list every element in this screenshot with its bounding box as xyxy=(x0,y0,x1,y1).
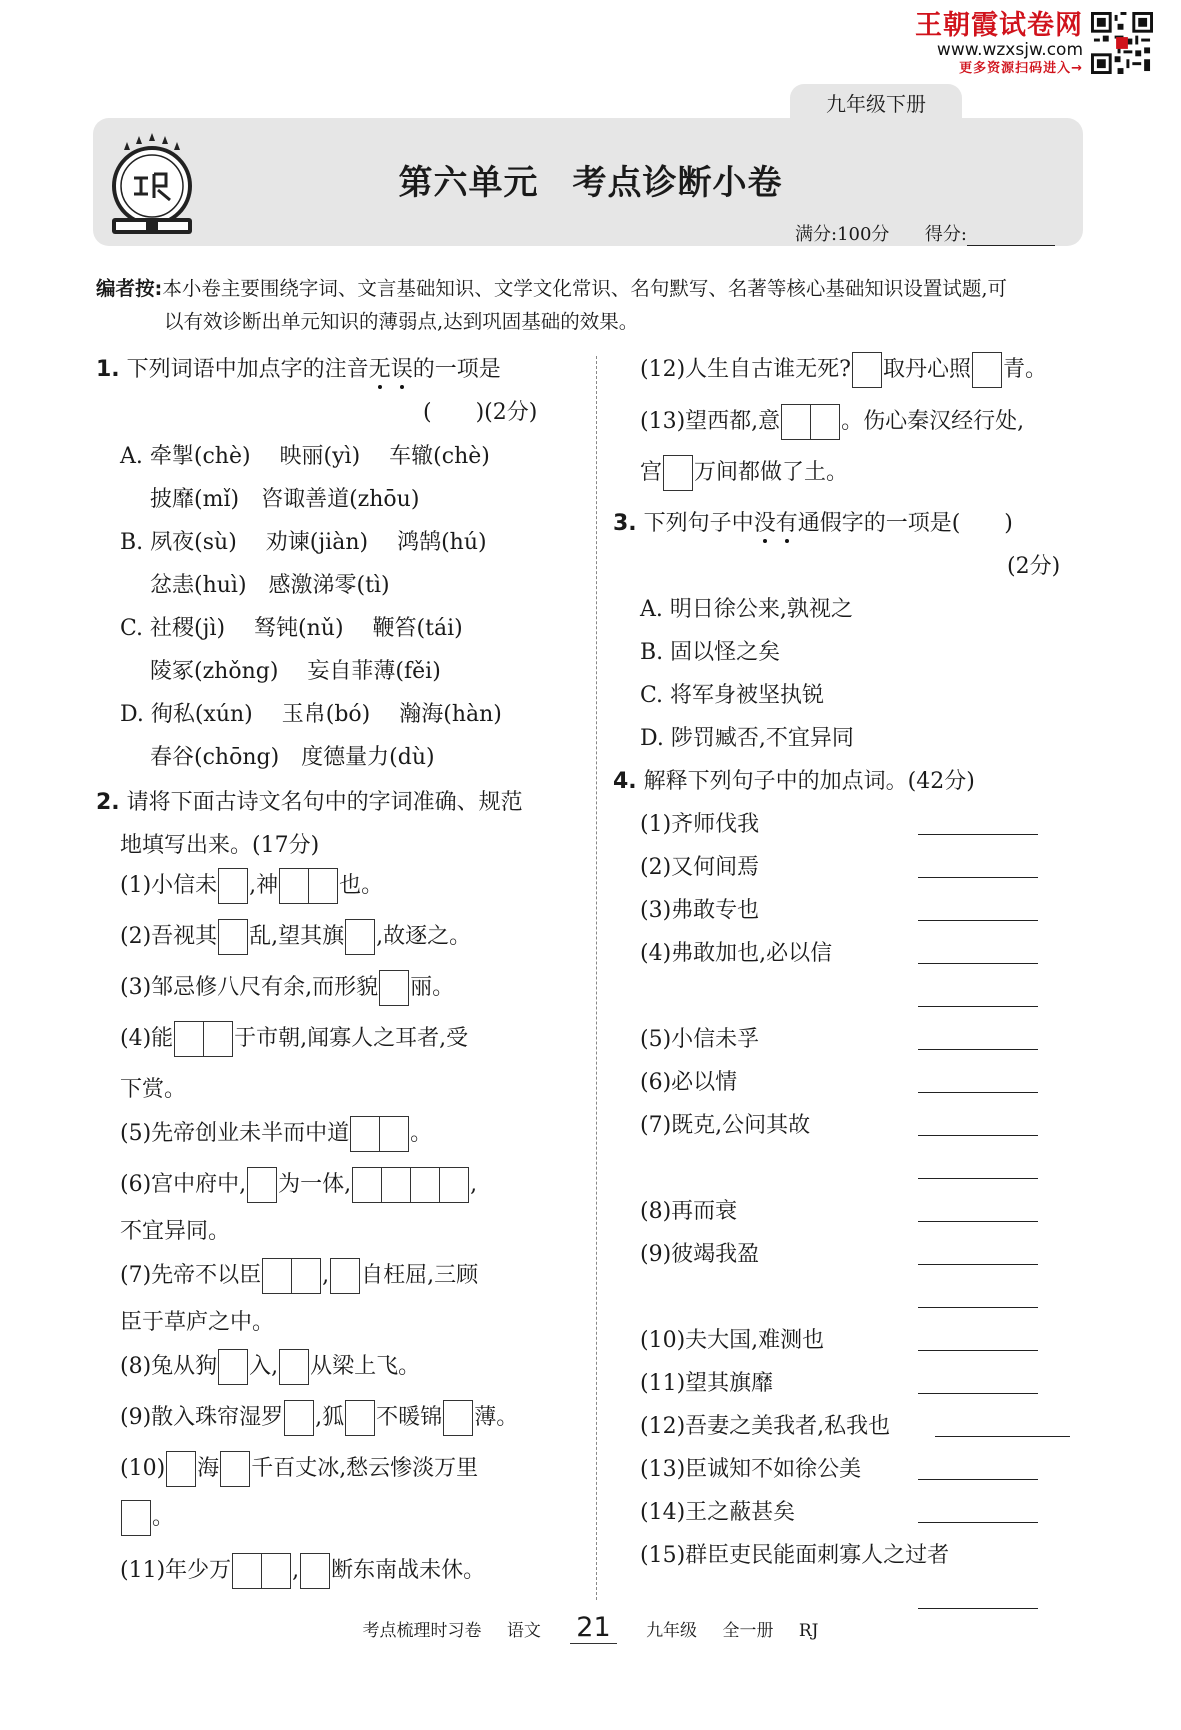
q4-item-12: (12)吾妻之美我者,私我也 xyxy=(640,1414,891,1439)
q4-item-5: (5)小信未孚 xyxy=(640,1027,760,1052)
footer-series: 考点梳理时习卷 xyxy=(362,1621,482,1641)
q4-item-15: (15)群臣吏民能面刺寡人之过者 xyxy=(640,1543,950,1568)
grade-tab: 九年级下册 xyxy=(790,84,962,122)
answer-box[interactable] xyxy=(218,868,248,904)
editor-note-line1: 本小卷主要围绕字词、文言基础知识、文学文化常识、名句默写、名著等核心基础知识设置试题,可 xyxy=(162,277,1008,300)
answer-line[interactable] xyxy=(918,920,1038,921)
answer-box[interactable] xyxy=(279,868,309,904)
score-area xyxy=(795,220,1055,246)
full-score: 满分:100分 xyxy=(795,224,890,245)
answer-box[interactable] xyxy=(220,1451,250,1487)
answer-line[interactable] xyxy=(918,1608,1038,1609)
answer-box[interactable] xyxy=(381,1167,411,1203)
q4-item-6: (6)必以情 xyxy=(640,1070,738,1095)
q1-option-d-2: 春谷(chōng) 度德量力(dù) xyxy=(150,745,435,770)
score-blank[interactable] xyxy=(967,227,1055,246)
q4-item-8: (8)再而衰 xyxy=(640,1199,738,1224)
answer-line[interactable] xyxy=(935,1436,1070,1437)
answer-box[interactable] xyxy=(261,1553,291,1589)
answer-box[interactable] xyxy=(300,1553,330,1589)
answer-box[interactable] xyxy=(781,404,811,440)
qr-code-icon[interactable] xyxy=(1091,12,1153,74)
answer-box[interactable] xyxy=(350,1116,380,1152)
answer-box[interactable] xyxy=(410,1167,440,1203)
q2-item-9: (9)散入珠帘湿罗 ,狐 不暖锦 薄。 xyxy=(120,1400,518,1436)
answer-box[interactable] xyxy=(247,1167,277,1203)
brand-url[interactable]: www.wzxsjw.com xyxy=(936,40,1083,60)
page-footer xyxy=(0,1612,1181,1644)
answer-line[interactable] xyxy=(918,1350,1038,1351)
answer-box[interactable] xyxy=(232,1553,262,1589)
q2-item-12: (12)人生自古谁无死? 取丹心照 青。 xyxy=(640,352,1047,388)
q1-number: 1. xyxy=(96,357,120,382)
answer-box[interactable] xyxy=(379,1116,409,1152)
q2-item-4: (4)能 于市朝,闻寡人之耳者,受 xyxy=(120,1021,468,1057)
answer-line[interactable] xyxy=(918,1393,1038,1394)
answer-box[interactable] xyxy=(352,1167,382,1203)
page-number: 21 xyxy=(570,1612,616,1644)
answer-box[interactable] xyxy=(443,1400,473,1436)
q3-option-d[interactable]: D. 陟罚臧否,不宜异同 xyxy=(640,726,854,751)
answer-line[interactable] xyxy=(918,1006,1038,1007)
q3-option-c[interactable]: C. 将军身被坚执锐 xyxy=(640,683,825,708)
q4-item-7: (7)既克,公问其故 xyxy=(640,1113,811,1138)
q1-option-c-2: 陵冢(zhǒng) 妄自菲薄(fěi) xyxy=(150,659,441,684)
quiz-label: 考点诊断小卷 xyxy=(572,163,783,203)
q2-item-5: (5)先帝创业未半而中道 。 xyxy=(120,1116,432,1152)
answer-box[interactable] xyxy=(972,352,1002,388)
q2-stem: 2. 请将下面古诗文名句中的字词准确、规范 xyxy=(96,790,523,815)
answer-box[interactable] xyxy=(166,1451,196,1487)
q1-option-b-2: 忿恚(huì) 感激涕零(tì) xyxy=(150,573,390,598)
q3-option-a[interactable]: A. 明日徐公来,孰视之 xyxy=(640,597,853,622)
q2-item-13-cont: 宫 万间都做了土。 xyxy=(640,455,848,491)
answer-line[interactable] xyxy=(918,963,1038,964)
q4-item-9: (9)彼竭我盈 xyxy=(640,1242,760,1267)
answer-line[interactable] xyxy=(918,1135,1038,1136)
answer-box[interactable] xyxy=(810,404,840,440)
q2-item-7-cont: 臣于草庐之中。 xyxy=(120,1310,275,1335)
answer-line[interactable] xyxy=(918,1479,1038,1480)
answer-line[interactable] xyxy=(918,1307,1038,1308)
q2-item-11: (11)年少万 , 断东南战未休。 xyxy=(120,1553,485,1589)
footer-grade: 九年级 xyxy=(646,1621,698,1641)
answer-line[interactable] xyxy=(918,877,1038,878)
answer-box[interactable] xyxy=(284,1400,314,1436)
q1-stem: 1. 下列词语中加点字的注音无误的一项是 xyxy=(96,357,501,382)
column-divider xyxy=(596,356,597,1600)
q4-stem: 4. 解释下列句子中的加点词。(42分) xyxy=(613,769,975,794)
answer-box[interactable] xyxy=(345,919,375,955)
answer-box[interactable] xyxy=(291,1258,321,1294)
editor-note-line2: 以有效诊断出单元知识的薄弱点,达到巩固基础的效果。 xyxy=(164,310,639,333)
unit-label: 第六单元 xyxy=(398,163,539,203)
q4-item-10: (10)夫大国,难测也 xyxy=(640,1328,825,1353)
brand-name: 王朝霞试卷网 xyxy=(915,10,1083,41)
footer-edition: RJ xyxy=(798,1621,819,1641)
answer-line[interactable] xyxy=(918,1092,1038,1093)
answer-box[interactable] xyxy=(663,455,693,491)
footer-subject: 语文 xyxy=(506,1621,541,1641)
answer-line[interactable] xyxy=(918,1264,1038,1265)
editor-note-label: 编者按: xyxy=(96,277,163,300)
q4-number: 4. xyxy=(613,769,637,794)
q1-option-a[interactable]: A. 牵掣(chè) 映丽(yì) 车辙(chè) xyxy=(120,444,490,469)
q3-option-b[interactable]: B. 固以怪之矣 xyxy=(640,640,781,665)
q4-item-11: (11)望其旗靡 xyxy=(640,1371,774,1396)
q2-item-2: (2)吾视其 乱,望其旗 ,故逐之。 xyxy=(120,919,471,955)
answer-box[interactable] xyxy=(174,1021,204,1057)
q2-item-13: (13)望西都,意 。伤心秦汉经行处, xyxy=(640,404,1024,440)
q4-item-1: (1)齐师伐我 xyxy=(640,812,760,837)
q2-item-10-cont: 。 xyxy=(120,1500,174,1536)
q2-item-1: (1)小信未 ,神 也。 xyxy=(120,868,383,904)
answer-box[interactable] xyxy=(379,970,409,1006)
answer-box[interactable] xyxy=(262,1258,292,1294)
q1-option-c[interactable]: C. 社稷(jì) 驽钝(nǔ) 鞭笞(tái) xyxy=(120,616,463,641)
footer-volume: 全一册 xyxy=(722,1621,774,1641)
q3-points: (2分) xyxy=(1007,554,1061,579)
answer-box[interactable] xyxy=(308,868,338,904)
q4-item-2: (2)又何间焉 xyxy=(640,855,760,880)
answer-box[interactable] xyxy=(279,1349,309,1385)
answer-box[interactable] xyxy=(218,1349,248,1385)
answer-line[interactable] xyxy=(918,1522,1038,1523)
editor-note xyxy=(96,272,1086,338)
answer-box[interactable] xyxy=(852,352,882,388)
answer-line[interactable] xyxy=(918,1221,1038,1222)
q1-option-b[interactable]: B. 夙夜(sù) 劝谏(jiàn) 鸿鹄(hú) xyxy=(120,530,487,555)
answer-box[interactable] xyxy=(203,1021,233,1057)
q4-item-13: (13)臣诚知不如徐公美 xyxy=(640,1457,862,1482)
q1-answer-paren[interactable]: ( )(2分) xyxy=(423,400,538,425)
page-title xyxy=(0,155,1181,204)
q2-item-6: (6)宫中府中, 为一体, , xyxy=(120,1167,477,1203)
q2-stem-2: 地填写出来。(17分) xyxy=(120,833,320,858)
q2-item-8: (8)兔从狗 入, 从梁上飞。 xyxy=(120,1349,420,1385)
q1-option-a-2: 披靡(mǐ) 咨诹善道(zhōu) xyxy=(150,487,420,512)
answer-box[interactable] xyxy=(218,919,248,955)
q2-item-3: (3)邹忌修八尺有余,而形貌 丽。 xyxy=(120,970,454,1006)
answer-line[interactable] xyxy=(918,1178,1038,1179)
answer-line[interactable] xyxy=(918,834,1038,835)
q4-item-4: (4)弗敢加也,必以信 xyxy=(640,941,833,966)
q1-option-d[interactable]: D. 徇私(xún) 玉帛(bó) 瀚海(hàn) xyxy=(120,702,502,727)
q3-stem: 3. 下列句子中没有通假字的一项是( ) xyxy=(613,511,1013,536)
q2-number: 2. xyxy=(96,790,120,815)
answer-line[interactable] xyxy=(918,1049,1038,1050)
q3-number: 3. xyxy=(613,511,637,536)
brand-cta: 更多资源扫码进入→ xyxy=(959,61,1083,76)
brand-block xyxy=(915,12,1083,75)
q2-item-7: (7)先帝不以臣 , 自枉屈,三顾 xyxy=(120,1258,478,1294)
q2-item-10: (10) 海 千百丈冰,愁云惨淡万里 xyxy=(120,1451,478,1487)
answer-box[interactable] xyxy=(330,1258,360,1294)
q2-item-4-cont: 下赏。 xyxy=(120,1077,187,1102)
score-label: 得分: xyxy=(924,224,967,245)
q4-item-3: (3)弗敢专也 xyxy=(640,898,760,923)
answer-box[interactable] xyxy=(439,1167,469,1203)
answer-box[interactable] xyxy=(121,1500,151,1536)
answer-box[interactable] xyxy=(345,1400,375,1436)
q2-item-6-cont: 不宜异同。 xyxy=(120,1219,231,1244)
q4-item-14: (14)王之蔽甚矣 xyxy=(640,1500,796,1525)
